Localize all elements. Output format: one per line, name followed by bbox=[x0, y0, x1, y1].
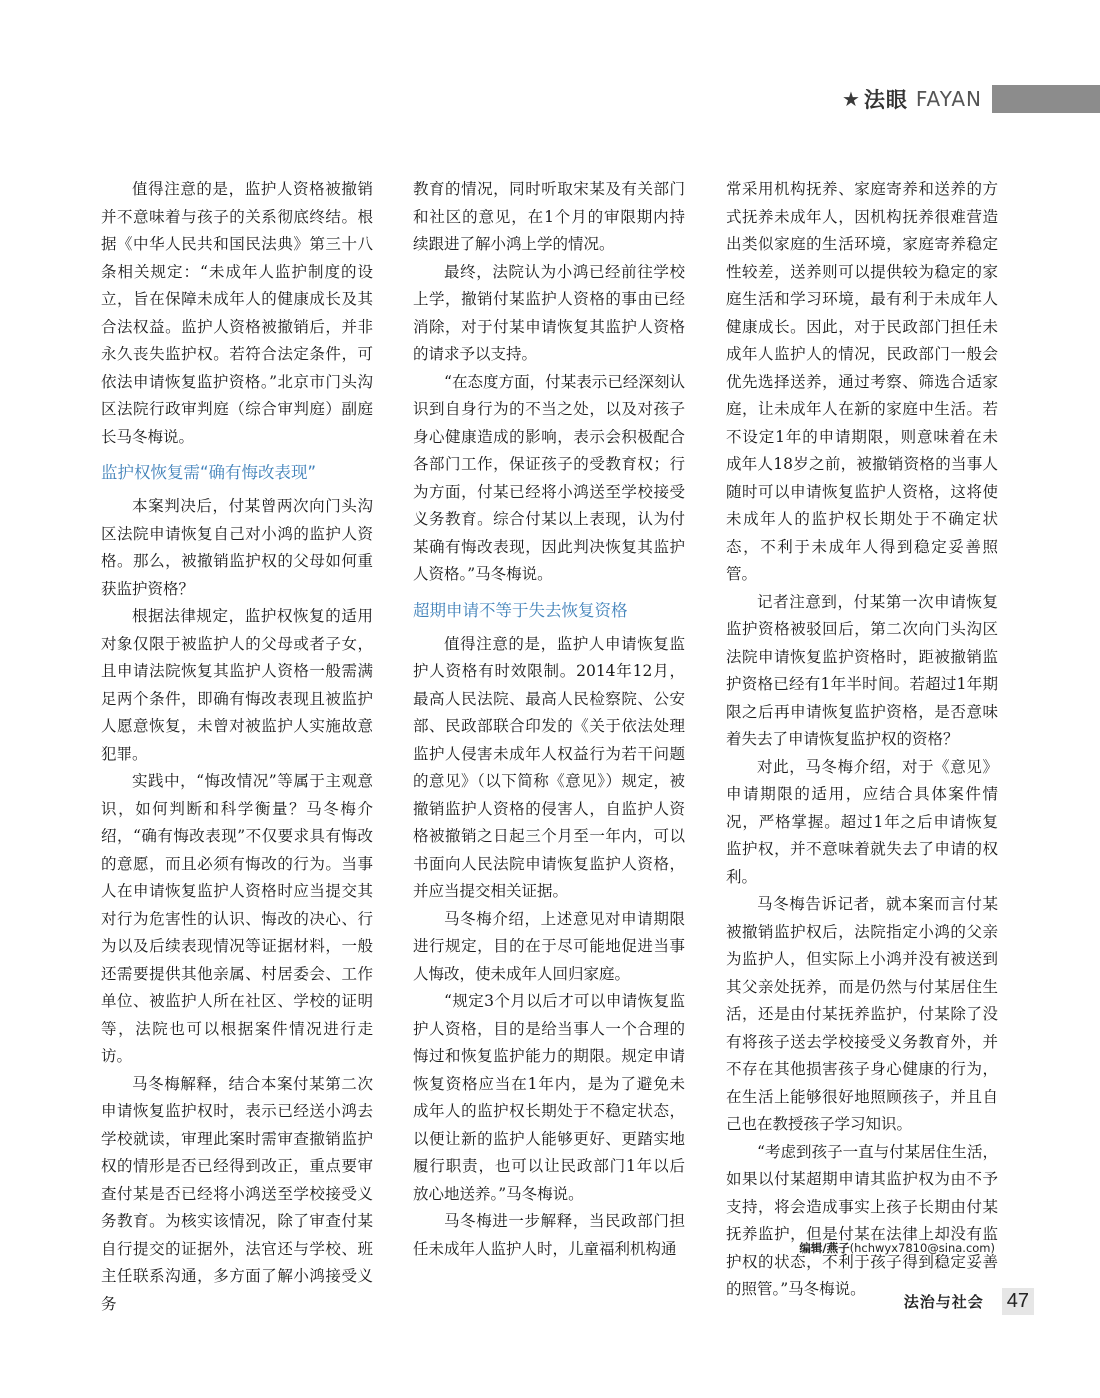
paragraph: 对此，马冬梅介绍，对于《意见》申请期限的适用，应结合具体案件情况，严格掌握。超过1年之后申请恢复监护权，并不意味着就失去了申请的权利。 bbox=[726, 757, 998, 886]
paragraph: “在态度方面，付某表示已经深刻认识到自身行为的不当之处，以及对孩子身心健康造成的影响，表示会积极配合各部门工作，保证孩子的受教育权；行为方面，付某已经将小鸿送至学校接受义务教育。综合付某以上表现，认为付某确有悔改表现，因此判决恢复其监护人资格。”马冬梅说。 bbox=[413, 372, 685, 583]
paragraph: 根据法律规定，监护权恢复的适用对象仅限于被监护人的父母或者子女，且申请法院恢复其监护人资格一般需满足两个条件，即确有悔改表现且被监护人愿意恢复，未曾对被监护人实施故意犯罪。 bbox=[101, 607, 373, 763]
subheading: 监护权恢复需“确有悔改表现” bbox=[101, 463, 317, 482]
paragraph: 实践中，“悔改情况”等属于主观意识，如何判断和科学衡量？马冬梅介绍，“确有悔改表现”不仅要求具有悔改的意愿，而且必须有悔改的行为。当事人在申请恢复监护人资格时应当提交其对行为危害性的认识、悔改的决心、行为以及后续表现情况等证据材料，一般还需要提供其他亲属、村居委会、工作单位、被监护人所在社区、学校的证明等，法院也可以根据案件情况进行走访。 bbox=[101, 772, 373, 1065]
star-icon: ★ bbox=[841, 87, 860, 111]
paragraph: “规定3个月以后才可以申请恢复监护人资格，目的是给当事人一个合理的悔过和恢复监护能力的期限。规定申请恢复资格应当在1年内，是为了避免未成年人的监护权长期处于不稳定状态，以便让新的监护人能够更好、更踏实地履行职责，也可以让民政部门1年以后放心地送养。”马冬梅说。 bbox=[413, 992, 685, 1203]
paragraph: “考虑到孩子一直与付某居住生活，如果以付某超期申请其监护权为由不予支持，将会造成事实上孩子长期由付某抚养监护，但是付某在法律上却没有监护权的状态，不利于孩子得到稳定妥善的照管。”马冬梅说。 bbox=[726, 1142, 998, 1298]
section-title-en: FAYAN bbox=[915, 87, 982, 111]
paragraph: 常采用机构抚养、家庭寄养和送养的方式抚养未成年人，因机构抚养很难营造出类似家庭的生活环境，家庭寄养稳定性较差，送养则可以提供较为稳定的家庭生活和学习环境，最有利于未成年人健康成长。因此，对于民政部门担任未成年人监护人的情况，民政部门一般会优先选择送养，通过考察、筛选合适家庭，让未成年人在新的家庭中生活。若不设定1年的申请期限，则意味着在未成年人18岁之前，被撤销资格的当事人随时可以申请恢复监护人资格，这将使未成年人的监护权长期处于不确定状态，不利于未成年人得到稳定妥善照管。 bbox=[726, 180, 998, 583]
section-header bbox=[842, 84, 1100, 114]
column-1 bbox=[101, 176, 373, 1318]
section-title-cn: 法眼 bbox=[863, 88, 908, 112]
editor-label: 编辑/燕子 bbox=[799, 1241, 850, 1255]
header-bar bbox=[992, 85, 1100, 113]
paragraph: 本案判决后，付某曾两次向门头沟区法院申请恢复自己对小鸿的监护人资格。那么，被撤销监护权的父母如何重获监护资格？ bbox=[101, 497, 373, 598]
paragraph: 最终，法院认为小鸿已经前往学校上学，撤销付某监护人资格的事由已经消除，对于付某申请恢复其监护人资格的请求予以支持。 bbox=[413, 262, 685, 363]
editor-credit bbox=[799, 1240, 995, 1256]
editor-contact: (hchwyx7810@sina.com) bbox=[849, 1241, 995, 1255]
paragraph: 记者注意到，付某第一次申请恢复监护资格被驳回后，第二次向门头沟区法院申请恢复监护资格时，距被撤销监护资格已经有1年半时间。若超过1年期限之后再申请恢复监护资格，是否意味着失去了申请恢复监护权的资格？ bbox=[726, 592, 998, 748]
paragraph: 教育的情况，同时听取宋某及有关部门和社区的意见，在1个月的审限期内持续跟进了解小鸿上学的情况。 bbox=[413, 180, 685, 253]
paragraph: 值得注意的是，监护人资格被撤销并不意味着与孩子的关系彻底终结。根据《中华人民共和国民法典》第三十八条相关规定：“未成年人监护制度的设立，旨在保障未成年人的健康成长及其合法权益。监护人资格被撤销后，并非永久丧失监护权。若符合法定条件，可依法申请恢复监护资格。”北京市门头沟区法院行政审判庭（综合审判庭）副庭长马冬梅说。 bbox=[101, 180, 373, 446]
column-3 bbox=[726, 176, 998, 1304]
paragraph: 马冬梅解释，结合本案付某第二次申请恢复监护权时，表示已经送小鸿去学校就读，审理此案时需审查撤销监护权的情形是否已经得到改正，重点要审查付某是否已经将小鸿送至学校接受义务教育。为核实该情况，除了审查付某自行提交的证据外，法官还与学校、班主任联系沟通，多方面了解小鸿接受义务 bbox=[101, 1074, 373, 1313]
paragraph: 马冬梅介绍，上述意见对申请期限进行规定，目的在于尽可能地促进当事人悔改，使未成年人回归家庭。 bbox=[413, 909, 685, 983]
paragraph: 马冬梅进一步解释，当民政部门担任未成年人监护人时，儿童福利机构通 bbox=[413, 1212, 685, 1258]
column-2 bbox=[413, 176, 685, 1263]
page-footer bbox=[904, 1288, 1034, 1315]
paragraph: 马冬梅告诉记者，就本案而言付某被撤销监护权后，法院指定小鸿的父亲为监护人，但实际上小鸿并没有被送到其父亲处抚养，而是仍然与付某居住生活，还是由付某抚养监护，付某除了没有将孩子送去学校接受义务教育外，并不存在其他损害孩子身心健康的行为，在生活上能够很好地照顾孩子，并且自己也在教授孩子学习知识。 bbox=[726, 895, 998, 1133]
magazine-name: 法治与社会 bbox=[903, 1293, 984, 1311]
subheading: 超期申请不等于失去恢复资格 bbox=[413, 600, 628, 620]
page-number: 47 bbox=[1002, 1288, 1034, 1315]
paragraph: 值得注意的是，监护人申请恢复监护人资格有时效限制。2014年12月，最高人民法院、最高人民检察院、公安部、民政部联合印发的《关于依法处理监护人侵害未成年人权益行为若干问题的意见》（以下简称《意见》）规定，被撤销监护人资格的侵害人，自监护人资格被撤销之日起三个月至一年内，可以书面向人民法院申请恢复监护人资格，并应当提交相关证据。 bbox=[413, 634, 685, 900]
